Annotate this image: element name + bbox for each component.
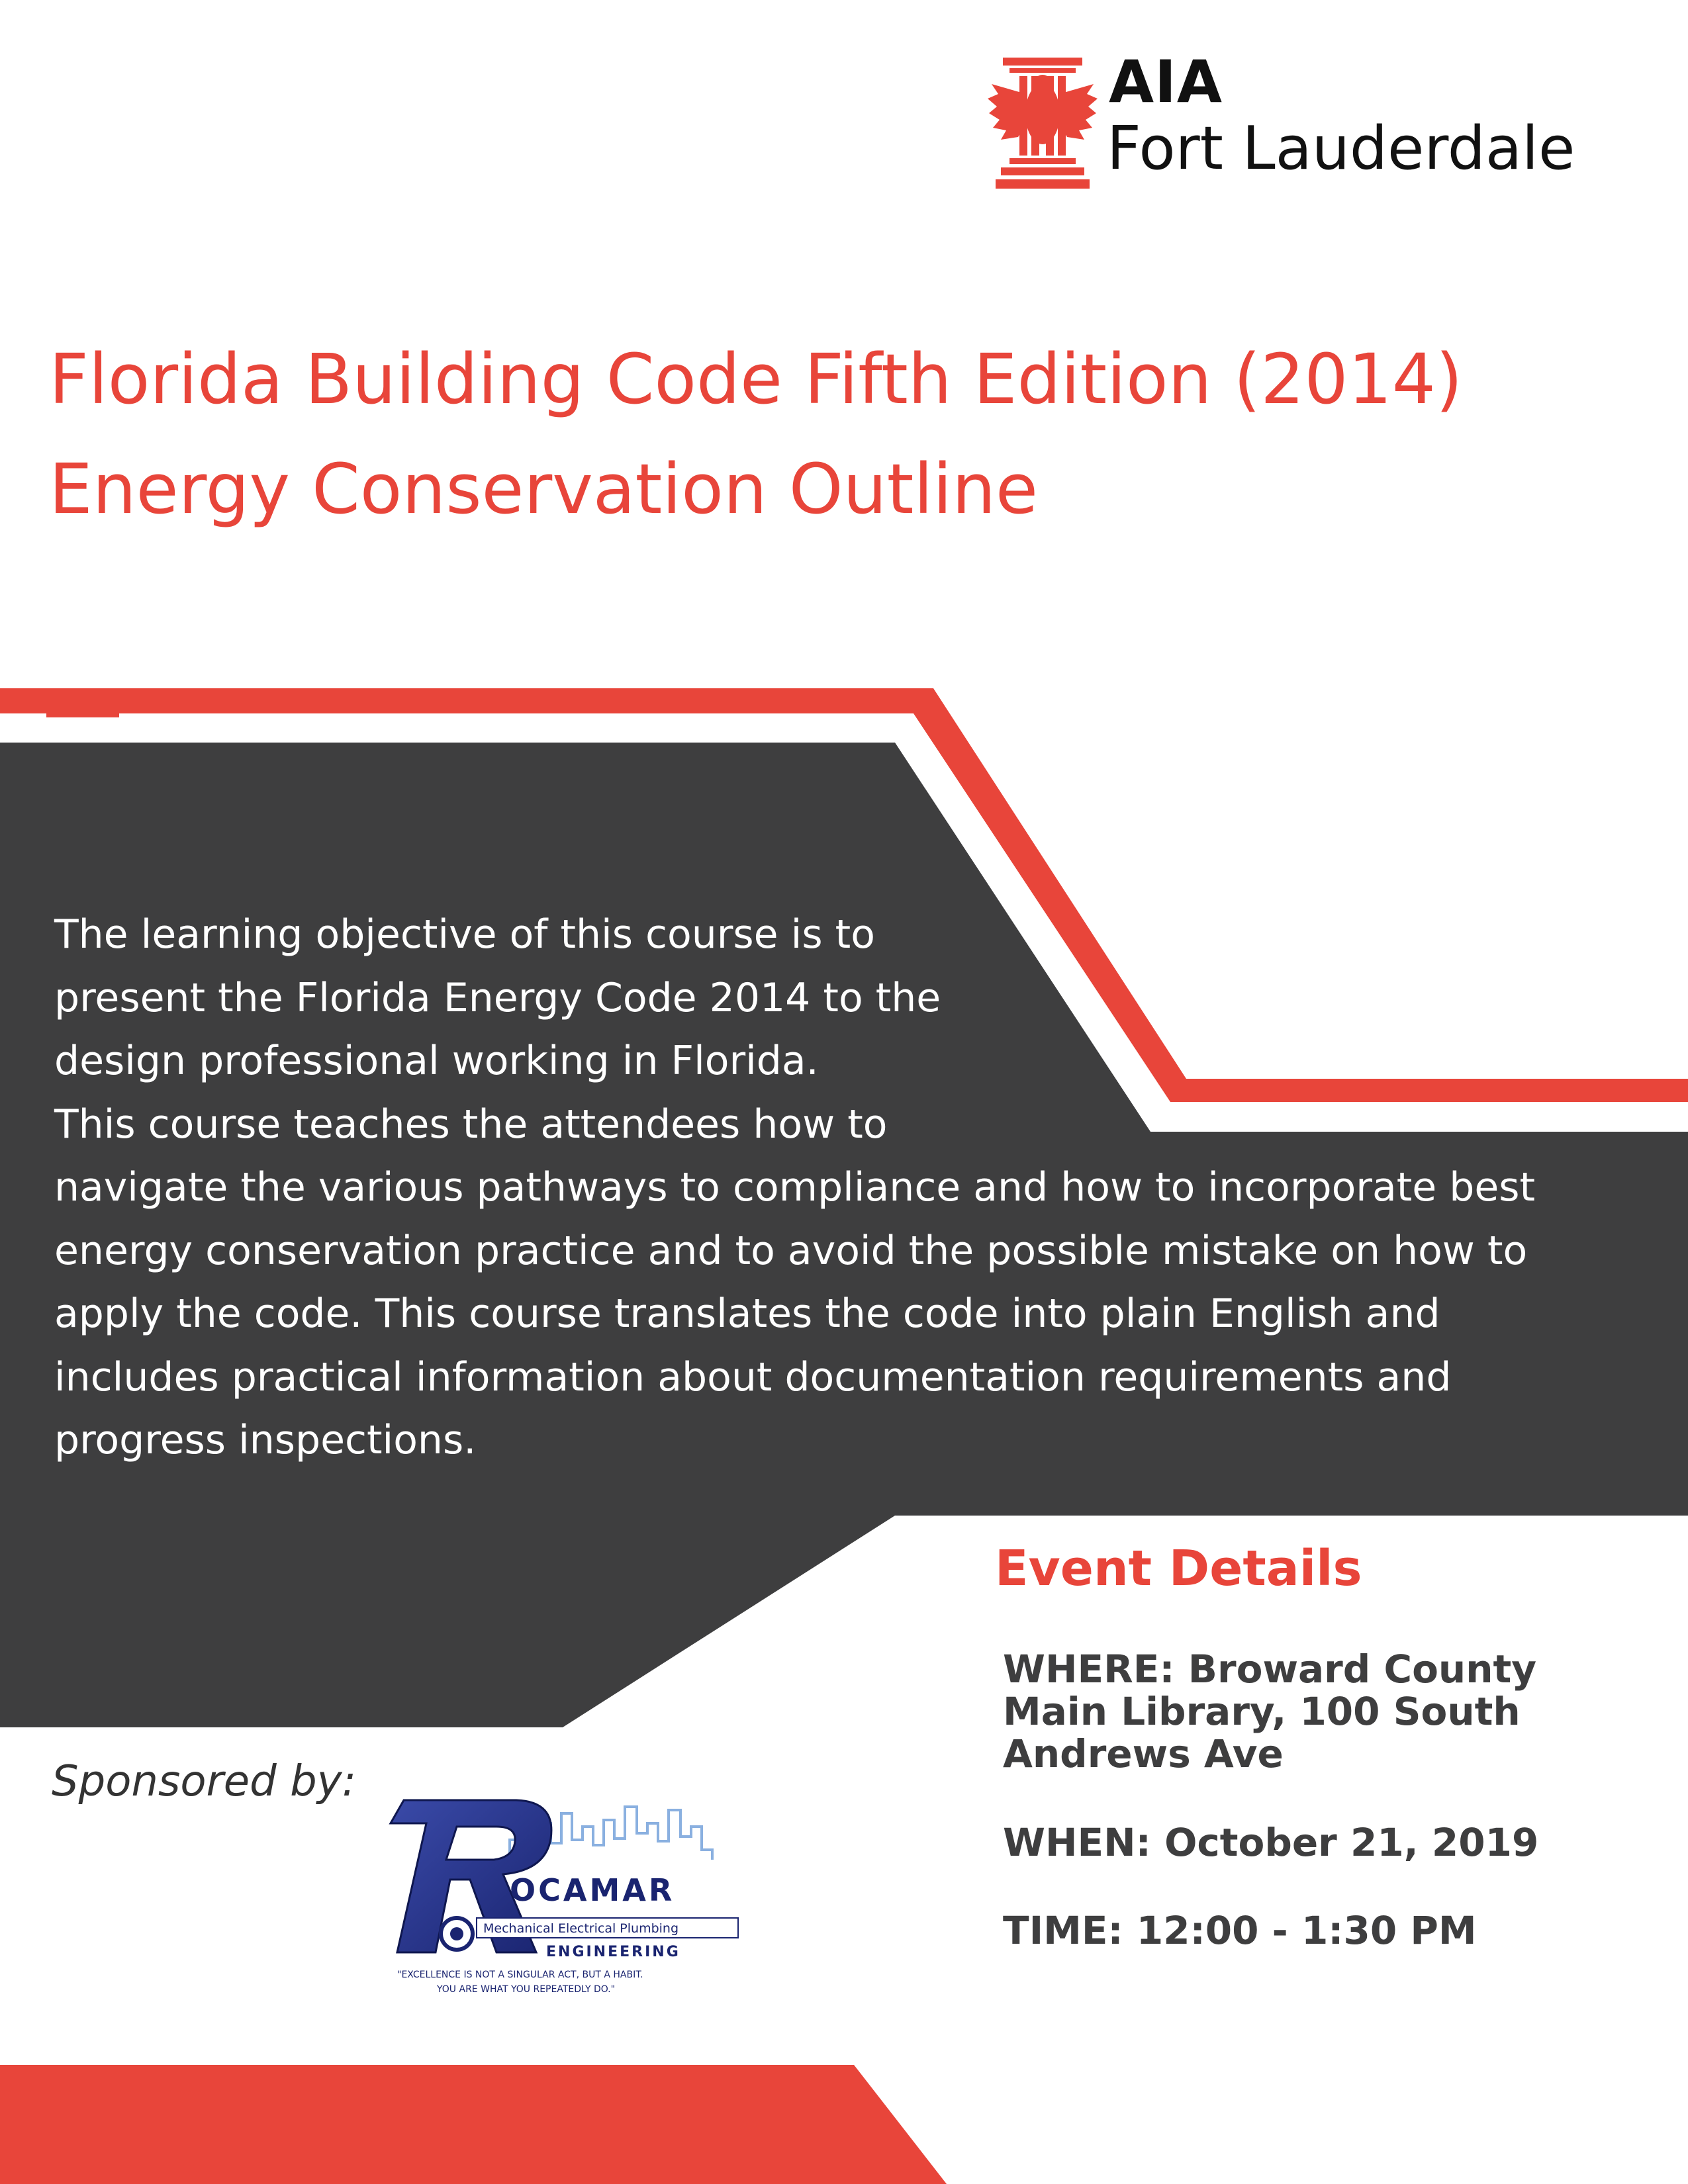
where-line: Andrews Ave [1003,1731,1284,1776]
where-line: WHERE: Broward County [1003,1647,1537,1692]
red-accent-tick [46,713,119,717]
logo-org-name: AIA [1109,48,1223,116]
description-line: progress inspections. [54,1417,477,1463]
logo-engineering-text: ENGINEERING [546,1944,680,1960]
when-line: WHEN: October 21, 2019 [1003,1820,1539,1865]
event-when [1003,1821,1671,1864]
aia-logo [986,50,1662,195]
where-line: Main Library, 100 South [1003,1689,1521,1734]
description-line: apply the code. This course translates the code into plain English and [54,1291,1440,1337]
logo-motto-line: "EXCELLENCE IS NOT A SINGULAR ACT, BUT A HABIT. [397,1970,643,1980]
logo-chapter-name: Fort Lauderdale [1107,114,1575,183]
event-where [1003,1648,1671,1775]
red-bottom-band [0,2065,947,2184]
description-line: navigate the various pathways to compliance and how to incorporate best [54,1164,1536,1210]
logo-motto-line: YOU ARE WHAT YOU REPEATEDLY DO." [437,1984,616,1995]
description-line: This course teaches the attendees how to [54,1101,888,1148]
event-details-heading: Event Details [995,1540,1362,1597]
time-line: TIME: 12:00 - 1:30 PM [1003,1908,1477,1953]
description-line: design professional working in Florida. [54,1038,819,1084]
logo-name-text: OCAMAR [510,1872,675,1908]
sponsored-by-label: Sponsored by: [52,1757,357,1806]
event-time [1003,1909,1671,1952]
course-description [54,903,1656,1473]
description-line: energy conservation practice and to avoid the possible mistake on how to [54,1227,1528,1274]
page-title [49,324,1651,544]
title-line: Florida Building Code Fifth Edition (2014) [49,339,1463,420]
description-line: includes practical information about documentation requirements and [54,1353,1452,1400]
eagle-column-icon [986,58,1099,190]
logo-services-text: Mechanical Electrical Plumbing [483,1921,679,1936]
description-line: present the Florida Energy Code 2014 to the [54,974,941,1021]
rocamar-logo [377,1760,748,2005]
description-line: The learning objective of this course is to [54,911,875,958]
title-line: Energy Conservation Outline [49,449,1039,529]
